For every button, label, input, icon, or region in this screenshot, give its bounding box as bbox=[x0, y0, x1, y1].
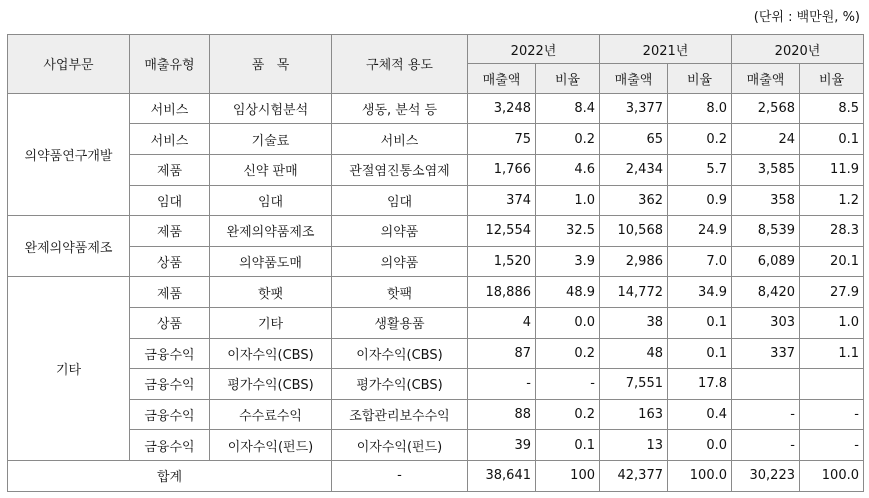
header-year-2022: 2022년 bbox=[468, 35, 600, 64]
amount-cell: 88 bbox=[468, 399, 536, 430]
amount-cell: 337 bbox=[732, 338, 800, 369]
ratio-cell: 0.1 bbox=[668, 307, 732, 338]
amount-cell: 14,772 bbox=[600, 277, 668, 308]
table-row bbox=[8, 185, 864, 216]
header-usage: 구체적 용도 bbox=[332, 35, 468, 94]
total-amount-cell: 42,377 bbox=[600, 460, 668, 491]
item-cell: 임대 bbox=[210, 185, 332, 216]
total-label: 합계 bbox=[8, 460, 332, 491]
item-cell: 핫팻 bbox=[210, 277, 332, 308]
amount-cell: 75 bbox=[468, 124, 536, 155]
header-amount: 매출액 bbox=[600, 64, 668, 93]
header-ratio: 비율 bbox=[800, 64, 864, 93]
table-row bbox=[8, 154, 864, 185]
header-year-2021: 2021년 bbox=[600, 35, 732, 64]
ratio-cell: 8.5 bbox=[800, 93, 864, 124]
sales-table bbox=[7, 34, 864, 492]
ratio-cell: 4.6 bbox=[536, 154, 600, 185]
header-amount: 매출액 bbox=[732, 64, 800, 93]
sales-type-cell: 제품 bbox=[130, 216, 210, 247]
amount-cell: 362 bbox=[600, 185, 668, 216]
sales-type-cell: 금융수익 bbox=[130, 338, 210, 369]
table-row bbox=[8, 124, 864, 155]
ratio-cell bbox=[800, 369, 864, 400]
amount-cell: 38 bbox=[600, 307, 668, 338]
ratio-cell: 0.0 bbox=[668, 430, 732, 461]
item-cell: 임상시험분석 bbox=[210, 93, 332, 124]
ratio-cell: 5.7 bbox=[668, 154, 732, 185]
amount-cell: 4 bbox=[468, 307, 536, 338]
ratio-cell: 0.1 bbox=[800, 124, 864, 155]
sales-type-cell: 서비스 bbox=[130, 93, 210, 124]
sales-type-cell: 서비스 bbox=[130, 124, 210, 155]
ratio-cell: 48.9 bbox=[536, 277, 600, 308]
total-ratio-cell: 100.0 bbox=[668, 460, 732, 491]
segment-cell: 완제의약품제조 bbox=[8, 216, 130, 277]
amount-cell: 374 bbox=[468, 185, 536, 216]
table-row bbox=[8, 307, 864, 338]
amount-cell: 2,568 bbox=[732, 93, 800, 124]
usage-cell: 이자수익(CBS) bbox=[332, 338, 468, 369]
usage-cell: 관절염진통소염제 bbox=[332, 154, 468, 185]
item-cell: 평가수익(CBS) bbox=[210, 369, 332, 400]
table-row bbox=[8, 338, 864, 369]
usage-cell: 의약품 bbox=[332, 216, 468, 247]
ratio-cell: 3.9 bbox=[536, 246, 600, 277]
ratio-cell: 28.3 bbox=[800, 216, 864, 247]
header-sales-type: 매출유형 bbox=[130, 35, 210, 94]
ratio-cell: 20.1 bbox=[800, 246, 864, 277]
sales-type-cell: 금융수익 bbox=[130, 399, 210, 430]
amount-cell: 48 bbox=[600, 338, 668, 369]
item-cell: 의약품도매 bbox=[210, 246, 332, 277]
usage-cell: 생활용품 bbox=[332, 307, 468, 338]
ratio-cell: 0.4 bbox=[668, 399, 732, 430]
item-cell: 수수료수익 bbox=[210, 399, 332, 430]
segment-cell: 기타 bbox=[8, 277, 130, 461]
sales-type-cell: 금융수익 bbox=[130, 369, 210, 400]
item-cell: 이자수익(펀드) bbox=[210, 430, 332, 461]
amount-cell: 87 bbox=[468, 338, 536, 369]
ratio-cell: 1.0 bbox=[800, 307, 864, 338]
amount-cell: 24 bbox=[732, 124, 800, 155]
amount-cell: - bbox=[732, 399, 800, 430]
amount-cell: 12,554 bbox=[468, 216, 536, 247]
amount-cell: 303 bbox=[732, 307, 800, 338]
usage-cell: 서비스 bbox=[332, 124, 468, 155]
ratio-cell: - bbox=[800, 430, 864, 461]
amount-cell: 2,986 bbox=[600, 246, 668, 277]
ratio-cell: 1.0 bbox=[536, 185, 600, 216]
table-row bbox=[8, 246, 864, 277]
amount-cell: 8,539 bbox=[732, 216, 800, 247]
table-row bbox=[8, 430, 864, 461]
amount-cell: 65 bbox=[600, 124, 668, 155]
item-cell: 신약 판매 bbox=[210, 154, 332, 185]
ratio-cell: 7.0 bbox=[668, 246, 732, 277]
amount-cell: 39 bbox=[468, 430, 536, 461]
amount-cell: 10,568 bbox=[600, 216, 668, 247]
total-usage-cell: - bbox=[332, 460, 468, 491]
sales-type-cell: 금융수익 bbox=[130, 430, 210, 461]
header-ratio: 비율 bbox=[536, 64, 600, 93]
amount-cell: 3,377 bbox=[600, 93, 668, 124]
total-ratio-cell: 100 bbox=[536, 460, 600, 491]
unit-note: (단위 : 백만원, %) bbox=[753, 10, 860, 25]
amount-cell: 18,886 bbox=[468, 277, 536, 308]
usage-cell: 생동, 분석 등 bbox=[332, 93, 468, 124]
ratio-cell: 24.9 bbox=[668, 216, 732, 247]
ratio-cell: 27.9 bbox=[800, 277, 864, 308]
sales-type-cell: 임대 bbox=[130, 185, 210, 216]
ratio-cell: 0.1 bbox=[668, 338, 732, 369]
sales-type-cell: 제품 bbox=[130, 277, 210, 308]
amount-cell: 13 bbox=[600, 430, 668, 461]
header-item: 품 목 bbox=[210, 35, 332, 94]
ratio-cell: 0.2 bbox=[536, 399, 600, 430]
header-segment: 사업부문 bbox=[8, 35, 130, 94]
sales-type-cell: 상품 bbox=[130, 246, 210, 277]
ratio-cell: 0.2 bbox=[536, 338, 600, 369]
amount-cell: 8,420 bbox=[732, 277, 800, 308]
item-cell: 이자수익(CBS) bbox=[210, 338, 332, 369]
ratio-cell: 8.0 bbox=[668, 93, 732, 124]
ratio-cell: - bbox=[536, 369, 600, 400]
sales-type-cell: 제품 bbox=[130, 154, 210, 185]
sales-type-cell: 상품 bbox=[130, 307, 210, 338]
header-amount: 매출액 bbox=[468, 64, 536, 93]
ratio-cell: 17.8 bbox=[668, 369, 732, 400]
usage-cell: 조합관리보수수익 bbox=[332, 399, 468, 430]
table-header bbox=[8, 35, 864, 94]
total-amount-cell: 38,641 bbox=[468, 460, 536, 491]
ratio-cell: 0.1 bbox=[536, 430, 600, 461]
ratio-cell: 34.9 bbox=[668, 277, 732, 308]
ratio-cell: 11.9 bbox=[800, 154, 864, 185]
amount-cell: 3,248 bbox=[468, 93, 536, 124]
amount-cell: 1,520 bbox=[468, 246, 536, 277]
usage-cell: 이자수익(펀드) bbox=[332, 430, 468, 461]
table-row bbox=[8, 369, 864, 400]
amount-cell: 3,585 bbox=[732, 154, 800, 185]
ratio-cell: 32.5 bbox=[536, 216, 600, 247]
amount-cell: - bbox=[468, 369, 536, 400]
ratio-cell: - bbox=[800, 399, 864, 430]
table-body bbox=[8, 93, 864, 491]
item-cell: 완제의약품제조 bbox=[210, 216, 332, 247]
amount-cell: 2,434 bbox=[600, 154, 668, 185]
usage-cell: 핫팩 bbox=[332, 277, 468, 308]
header-ratio: 비율 bbox=[668, 64, 732, 93]
usage-cell: 의약품 bbox=[332, 246, 468, 277]
amount-cell: 358 bbox=[732, 185, 800, 216]
ratio-cell: 0.2 bbox=[536, 124, 600, 155]
ratio-cell: 0.2 bbox=[668, 124, 732, 155]
usage-cell: 임대 bbox=[332, 185, 468, 216]
amount-cell: - bbox=[732, 430, 800, 461]
header-year-2020: 2020년 bbox=[732, 35, 864, 64]
total-row bbox=[8, 460, 864, 491]
amount-cell: 1,766 bbox=[468, 154, 536, 185]
amount-cell: 7,551 bbox=[600, 369, 668, 400]
table-row bbox=[8, 399, 864, 430]
segment-cell: 의약품연구개발 bbox=[8, 93, 130, 215]
amount-cell bbox=[732, 369, 800, 400]
table-row bbox=[8, 277, 864, 308]
total-amount-cell: 30,223 bbox=[732, 460, 800, 491]
amount-cell: 6,089 bbox=[732, 246, 800, 277]
item-cell: 기타 bbox=[210, 307, 332, 338]
amount-cell: 163 bbox=[600, 399, 668, 430]
item-cell: 기술료 bbox=[210, 124, 332, 155]
table-row bbox=[8, 216, 864, 247]
ratio-cell: 1.1 bbox=[800, 338, 864, 369]
ratio-cell: 8.4 bbox=[536, 93, 600, 124]
ratio-cell: 1.2 bbox=[800, 185, 864, 216]
usage-cell: 평가수익(CBS) bbox=[332, 369, 468, 400]
ratio-cell: 0.9 bbox=[668, 185, 732, 216]
total-ratio-cell: 100.0 bbox=[800, 460, 864, 491]
table-row bbox=[8, 93, 864, 124]
ratio-cell: 0.0 bbox=[536, 307, 600, 338]
